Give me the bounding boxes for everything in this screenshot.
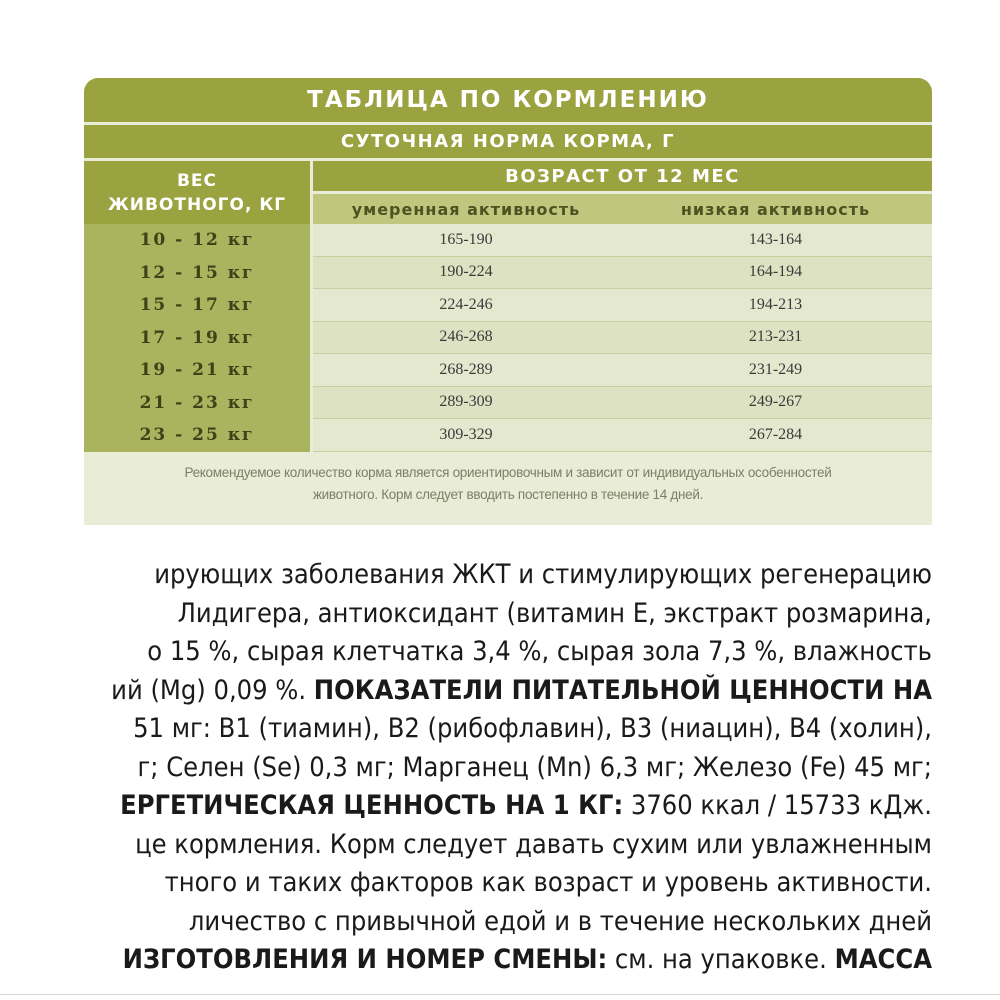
moderate-cell: 165-190 xyxy=(313,224,619,257)
low-cell: 267-284 xyxy=(619,419,932,452)
bold-heading: МАССА xyxy=(834,944,932,975)
text-line: г; Селен (Se) 0,3 мг; Марганец (Mn) 6,3 мг; Железо (Fe) 45 мг; xyxy=(137,751,932,783)
feeding-note xyxy=(84,462,932,506)
moderate-cell: 246-268 xyxy=(313,322,619,355)
text-line xyxy=(0,787,1000,826)
text-line: Лидигера, антиоксидант (витамин Е, экстракт розмарина, xyxy=(177,597,932,629)
table-grid xyxy=(84,161,932,451)
low-cell: 143-164 xyxy=(619,224,932,257)
text-line xyxy=(0,941,1000,980)
table-title: ТАБЛИЦА ПО КОРМЛЕНИЮ xyxy=(84,78,932,122)
text-span: ий (Mg) 0,09 %. xyxy=(111,674,314,706)
low-cell: 194-213 xyxy=(619,289,932,322)
moderate-cell: 190-224 xyxy=(313,257,619,290)
weight-cell: 23 - 25 кг xyxy=(84,419,310,452)
text-span: 3760 ккал / 15733 кДж. xyxy=(623,790,932,821)
table-row xyxy=(84,387,932,420)
weight-cell: 19 - 21 кг xyxy=(84,354,310,387)
moderate-activity-header: умеренная активность xyxy=(351,199,581,219)
text-line: 51 мг: B1 (тиамин), B2 (рибофлавин), B3 (ниацин), B4 (холин), xyxy=(133,713,932,744)
table-row xyxy=(84,322,932,355)
note-line: животного. Корм следует вводить постепенно в течение 14 дней. xyxy=(312,487,704,502)
text-line: личество с привычной едой и в течение нескольких дней xyxy=(188,905,932,937)
low-cell: 249-267 xyxy=(619,387,932,420)
text-line: о 15 %, сырая клетчатка 3,4 %, сырая зола 7,3 %, влажность xyxy=(147,636,932,667)
table-row xyxy=(84,289,932,322)
bold-heading: ЕРГЕТИЧЕСКАЯ ЦЕННОСТЬ НА 1 КГ: xyxy=(120,790,624,821)
low-activity-header: низкая активность xyxy=(680,199,871,219)
note-line: Рекомендуемое количество корма является ориентировочным и зависит от индивидуальных особенностей xyxy=(184,465,832,480)
moderate-cell: 224-246 xyxy=(313,289,619,322)
table-subtitle: СУТОЧНАЯ НОРМА КОРМА, Г xyxy=(84,125,932,158)
low-cell: 164-194 xyxy=(619,257,932,290)
text-line: тного и таких факторов как возраст и уровень активности. xyxy=(164,867,932,898)
text-line: це кормления. Корм следует давать сухим или увлажненным xyxy=(135,828,932,860)
activity-header-row xyxy=(313,194,932,224)
table-row xyxy=(84,419,932,452)
moderate-cell: 309-329 xyxy=(313,419,619,452)
moderate-cell: 289-309 xyxy=(313,387,619,420)
feeding-table xyxy=(84,78,932,525)
table-row xyxy=(84,257,932,290)
weight-column-header xyxy=(84,161,310,224)
weight-cell: 21 - 23 кг xyxy=(84,387,310,420)
text-line xyxy=(0,672,1000,711)
weight-cell: 17 - 19 кг xyxy=(84,322,310,355)
weight-header-line1: ВЕС xyxy=(176,170,218,191)
table-body xyxy=(84,224,932,452)
bold-heading: ИЗГОТОВЛЕНИЯ И НОМЕР СМЕНЫ: xyxy=(122,944,608,975)
weight-cell: 12 - 15 кг xyxy=(84,257,310,290)
weight-header-line2: ЖИВОТНОГО, КГ xyxy=(107,194,287,215)
moderate-cell: 268-289 xyxy=(313,354,619,387)
low-cell: 231-249 xyxy=(619,354,932,387)
table-row xyxy=(84,224,932,257)
age-column-header: ВОЗРАСТ ОТ 12 МЕС xyxy=(313,161,932,191)
text-line: ирующих заболевания ЖКТ и стимулирующих регенерацию xyxy=(154,559,932,590)
weight-cell: 15 - 17 кг xyxy=(84,289,310,322)
bottom-divider xyxy=(0,994,1000,995)
text-span: см. на упаковке. xyxy=(607,944,835,975)
composition-text xyxy=(0,556,1000,980)
weight-cell: 10 - 12 кг xyxy=(84,224,310,257)
low-cell: 213-231 xyxy=(619,322,932,355)
table-row xyxy=(84,354,932,387)
bold-heading: ПОКАЗАТЕЛИ ПИТАТЕЛЬНОЙ ЦЕННОСТИ НА xyxy=(313,674,932,706)
